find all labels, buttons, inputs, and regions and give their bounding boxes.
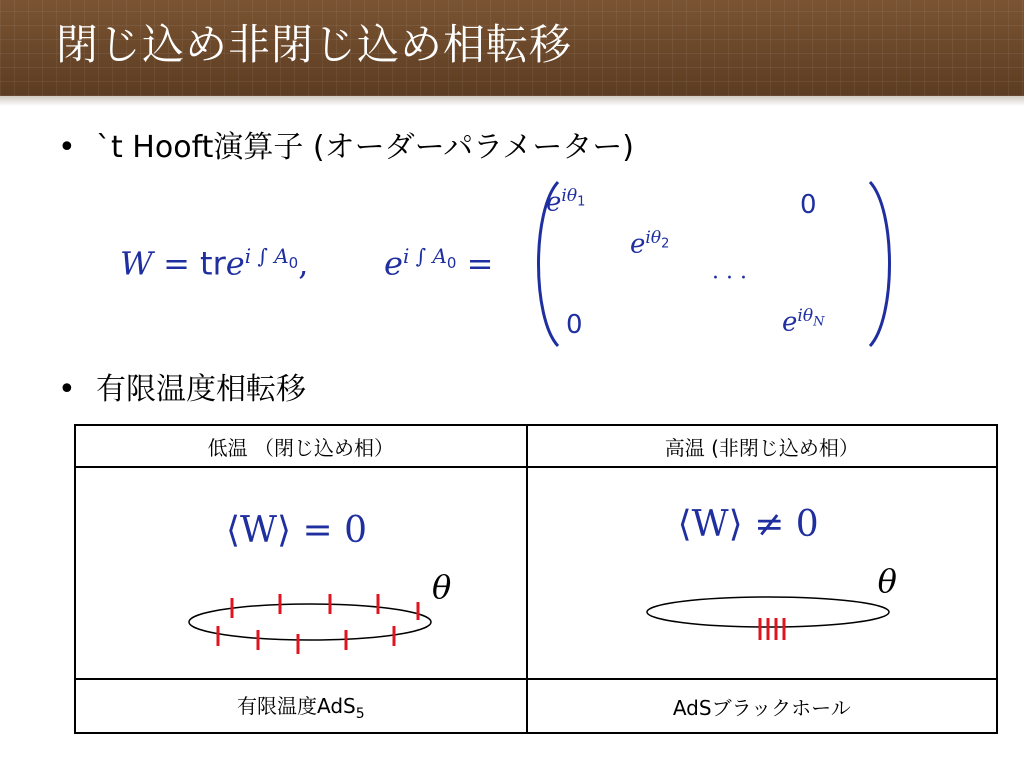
header-low-temp: 低温 （閉じ込め相） (75, 425, 527, 467)
theta-label-left: θ (432, 568, 452, 606)
bullet-text: `t Hooft演算子 (オーダーパラメーター) (96, 130, 634, 165)
matrix-zero-top (800, 190, 817, 220)
matrix-zero-bottom (566, 310, 583, 340)
formula-exponent: i ∫ A (244, 244, 289, 268)
matrix-e-2: e (630, 229, 646, 260)
thermal-circle-confined (186, 586, 436, 660)
bullet-text-2: 有限温度相転移 (96, 372, 306, 407)
footer-left-subscript: 5 (355, 706, 365, 722)
equation-deconfined: ⟨W⟩ ≠ 0 (677, 504, 819, 545)
exponential-formula (384, 244, 493, 283)
bullet-dot-2: • (58, 372, 76, 407)
title-shadow (0, 96, 1024, 106)
formula-comma: , (298, 244, 309, 283)
theta-label-right: θ (877, 562, 897, 600)
slide-title: 閉じ込め非閉じ込め相転移 (56, 20, 573, 69)
wilson-loop-formula (120, 244, 308, 283)
cell-deconfined (527, 467, 997, 679)
header-high-temp: 高温 (非閉じ込め相） (527, 425, 997, 467)
matrix-sub-N: N (813, 314, 825, 330)
footer-thermal-ads (75, 679, 527, 733)
matrix-entry-2 (630, 228, 669, 260)
matrix-sub-1: 1 (577, 194, 586, 210)
matrix-exp-1: iθ (561, 186, 578, 206)
formula-e-2: e (384, 244, 403, 283)
comparison-table (74, 424, 998, 734)
formula-equals-2: = (466, 244, 494, 283)
formula-e: e (225, 244, 245, 283)
formula-tr: tr (200, 244, 226, 283)
matrix-exp-N: iθ (797, 306, 814, 326)
bullet-phase-transition (58, 364, 306, 408)
table-body-row (75, 467, 997, 679)
matrix-dots: · · · (712, 266, 747, 291)
table-footer-row (75, 679, 997, 733)
matrix-zero-bottom-text: 0 (566, 310, 583, 340)
matrix-right-paren (866, 180, 904, 348)
matrix-e-N: e (782, 307, 798, 338)
cell-confined (75, 467, 527, 679)
footer-left-text: 有限温度AdS (236, 694, 356, 718)
matrix-sub-2: 2 (661, 236, 670, 252)
formula-equals: = (163, 244, 190, 283)
bullet-hooft (58, 122, 634, 166)
thermal-circle-deconfined (644, 592, 894, 656)
formula-sub-zero-2: 0 (446, 254, 457, 272)
matrix-exp-2: iθ (645, 228, 662, 248)
matrix-entry-1 (546, 186, 585, 218)
matrix-entry-N (782, 306, 824, 338)
table-header-row (75, 425, 997, 467)
footer-ads-black-hole: AdSブラックホール (527, 679, 997, 733)
formula-W: W (120, 244, 153, 283)
formula-sub-zero: 0 (288, 254, 299, 272)
bullet-dot: • (58, 130, 76, 165)
equation-confined: ⟨W⟩ = 0 (226, 510, 368, 551)
formula-exponent-2: i ∫ A (402, 244, 447, 268)
matrix-zero-top-text: 0 (800, 190, 817, 220)
matrix-e-1: e (546, 187, 562, 218)
